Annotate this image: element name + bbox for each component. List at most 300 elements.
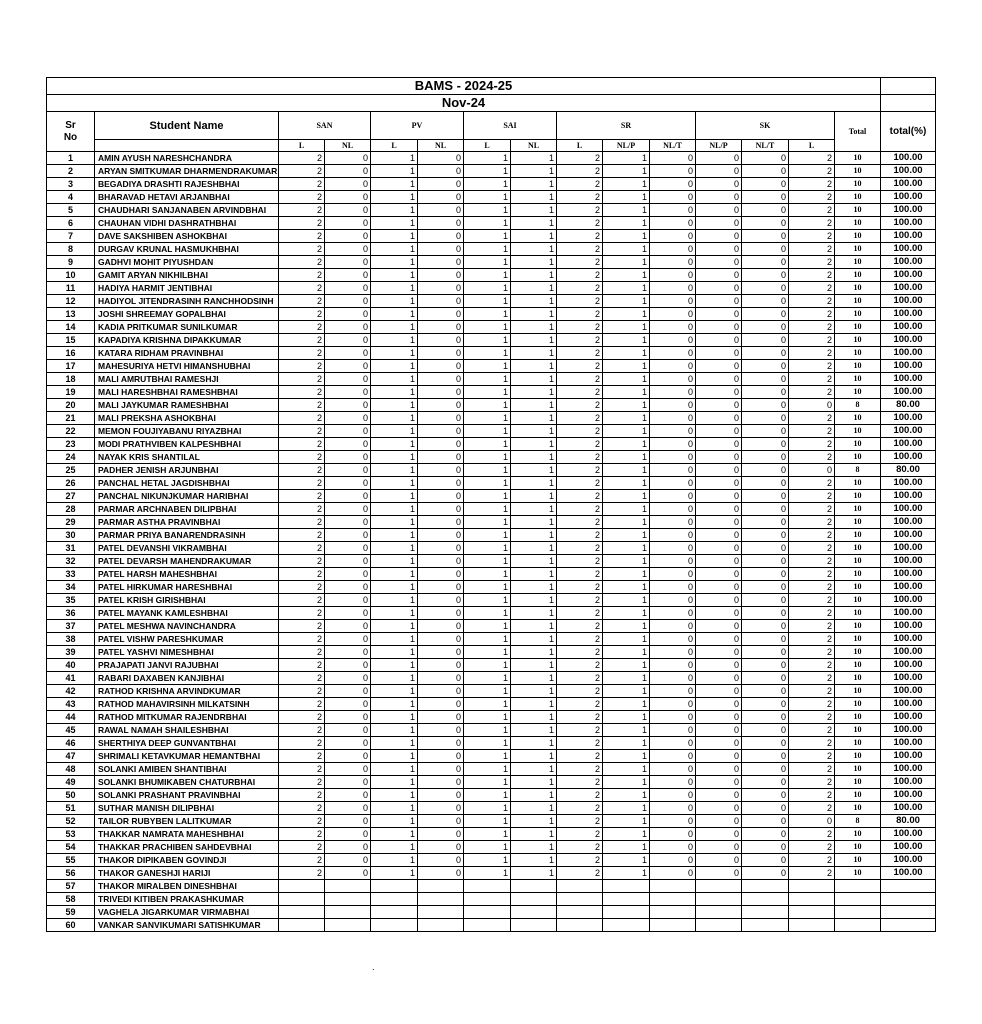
attendance-value-cell: 2 [279, 360, 325, 373]
attendance-value-cell: 0 [742, 243, 789, 256]
attendance-value-cell: 1 [464, 607, 511, 620]
attendance-value-cell: 1 [603, 503, 650, 516]
attendance-value-cell: 2 [557, 685, 603, 698]
attendance-value-cell: 1 [371, 802, 418, 815]
total-cell: 10 [835, 672, 881, 685]
attendance-value-cell: 2 [789, 347, 835, 360]
attendance-value-cell: 0 [696, 230, 742, 243]
attendance-value-cell: 0 [650, 867, 696, 880]
sr-no-cell: 32 [47, 555, 95, 568]
attendance-value-cell: 2 [279, 737, 325, 750]
attendance-value-cell: 0 [742, 724, 789, 737]
total-percent-cell: 100.00 [881, 750, 936, 763]
attendance-value-cell: 1 [603, 594, 650, 607]
attendance-value-cell: 0 [742, 282, 789, 295]
attendance-value-cell [325, 893, 371, 906]
attendance-value-cell: 0 [418, 503, 464, 516]
student-row [47, 438, 936, 451]
sr-no-cell: 29 [47, 516, 95, 529]
attendance-value-cell: 2 [279, 464, 325, 477]
attendance-value-cell: 0 [650, 204, 696, 217]
attendance-value-cell: 1 [511, 464, 557, 477]
student-name-cell: MALI JAYKUMAR RAMESHBHAI [95, 399, 279, 412]
sr-no-cell: 9 [47, 256, 95, 269]
student-row [47, 334, 936, 347]
attendance-value-cell: 1 [371, 412, 418, 425]
attendance-value-cell: 0 [418, 399, 464, 412]
sr-no-cell: 8 [47, 243, 95, 256]
attendance-value-cell: 0 [650, 828, 696, 841]
attendance-value-cell: 0 [325, 191, 371, 204]
total-percent-cell [881, 880, 936, 893]
attendance-value-cell: 0 [650, 295, 696, 308]
student-name-cell: CHAUHAN VIDHI DASHRATHBHAI [95, 217, 279, 230]
student-name-cell: PATEL VISHW PARESHKUMAR [95, 633, 279, 646]
attendance-value-cell: 0 [650, 555, 696, 568]
attendance-value-cell [279, 919, 325, 932]
attendance-value-cell: 0 [696, 451, 742, 464]
attendance-value-cell: 2 [557, 295, 603, 308]
attendance-value-cell: 1 [371, 633, 418, 646]
attendance-value-cell: 2 [789, 555, 835, 568]
total-cell: 10 [835, 386, 881, 399]
attendance-value-cell: 0 [696, 464, 742, 477]
attendance-value-cell: 2 [279, 256, 325, 269]
attendance-value-cell: 1 [371, 828, 418, 841]
attendance-value-cell: 2 [789, 581, 835, 594]
attendance-value-cell: 2 [789, 620, 835, 633]
attendance-value-cell: 0 [696, 698, 742, 711]
attendance-value-cell: 2 [789, 295, 835, 308]
attendance-value-cell: 1 [603, 347, 650, 360]
attendance-value-cell: 2 [557, 698, 603, 711]
total-percent-cell: 100.00 [881, 386, 936, 399]
total-percent-cell: 100.00 [881, 633, 936, 646]
attendance-value-cell: 0 [418, 867, 464, 880]
attendance-value-cell: 1 [371, 347, 418, 360]
student-name-sub-spacer [95, 140, 279, 152]
attendance-value-cell: 0 [325, 490, 371, 503]
total-cell: 10 [835, 828, 881, 841]
attendance-value-cell: 0 [650, 230, 696, 243]
total-percent-header: total(%) [881, 112, 936, 152]
attendance-value-cell: 1 [464, 594, 511, 607]
total-cell: 10 [835, 412, 881, 425]
attendance-value-cell: 0 [650, 373, 696, 386]
group-header-sk: SK [696, 112, 835, 140]
attendance-value-cell: 1 [603, 451, 650, 464]
attendance-value-cell: 1 [464, 854, 511, 867]
attendance-value-cell: 2 [557, 256, 603, 269]
attendance-value-cell: 0 [418, 542, 464, 555]
student-name-cell: MALI PREKSHA ASHOKBHAI [95, 412, 279, 425]
student-row [47, 503, 936, 516]
attendance-value-cell: 2 [557, 555, 603, 568]
total-percent-cell: 100.00 [881, 867, 936, 880]
total-percent-cell: 100.00 [881, 165, 936, 178]
attendance-value-cell: 1 [464, 529, 511, 542]
attendance-value-cell: 1 [371, 867, 418, 880]
attendance-value-cell: 2 [279, 594, 325, 607]
attendance-value-cell: 1 [464, 685, 511, 698]
attendance-value-cell: 2 [279, 282, 325, 295]
attendance-value-cell: 1 [464, 321, 511, 334]
attendance-value-cell: 0 [650, 646, 696, 659]
attendance-value-cell: 2 [557, 607, 603, 620]
student-name-cell: NAYAK KRIS SHANTILAL [95, 451, 279, 464]
attendance-value-cell: 1 [511, 152, 557, 165]
attendance-value-cell: 2 [557, 815, 603, 828]
student-row [47, 698, 936, 711]
attendance-value-cell: 1 [511, 763, 557, 776]
student-row [47, 763, 936, 776]
attendance-value-cell [511, 880, 557, 893]
total-percent-cell: 100.00 [881, 724, 936, 737]
attendance-value-cell: 1 [603, 191, 650, 204]
student-name-cell: PANCHAL NIKUNJKUMAR HARIBHAI [95, 490, 279, 503]
attendance-value-cell: 1 [603, 854, 650, 867]
attendance-value-cell: 2 [557, 438, 603, 451]
attendance-value-cell [464, 906, 511, 919]
attendance-value-cell [371, 880, 418, 893]
attendance-value-cell [557, 919, 603, 932]
attendance-value-cell: 1 [511, 828, 557, 841]
attendance-value-cell: 0 [325, 555, 371, 568]
sr-no-cell: 31 [47, 542, 95, 555]
attendance-value-cell: 1 [511, 412, 557, 425]
attendance-value-cell: 0 [650, 789, 696, 802]
attendance-value-cell: 1 [371, 672, 418, 685]
attendance-value-cell: 1 [511, 178, 557, 191]
attendance-value-cell: 2 [279, 542, 325, 555]
total-percent-cell: 100.00 [881, 373, 936, 386]
student-row [47, 776, 936, 789]
student-row [47, 295, 936, 308]
attendance-value-cell: 0 [696, 295, 742, 308]
total-percent-cell: 100.00 [881, 152, 936, 165]
attendance-value-cell: 1 [603, 828, 650, 841]
total-cell: 10 [835, 243, 881, 256]
attendance-value-cell: 0 [325, 165, 371, 178]
sr-no-cell: 19 [47, 386, 95, 399]
student-row [47, 178, 936, 191]
attendance-value-cell: 2 [789, 568, 835, 581]
attendance-value-cell [325, 880, 371, 893]
attendance-value-cell [511, 919, 557, 932]
group-header-sai: SAI [464, 112, 557, 140]
total-percent-cell: 100.00 [881, 841, 936, 854]
attendance-value-cell: 1 [371, 217, 418, 230]
attendance-value-cell: 0 [696, 152, 742, 165]
sr-no-cell: 57 [47, 880, 95, 893]
sub-header-sk-nl-t: NL/T [742, 140, 789, 152]
attendance-value-cell: 1 [464, 477, 511, 490]
attendance-value-cell: 0 [325, 711, 371, 724]
attendance-value-cell: 0 [742, 828, 789, 841]
attendance-value-cell [650, 893, 696, 906]
attendance-value-cell: 1 [371, 711, 418, 724]
attendance-value-cell: 1 [371, 620, 418, 633]
student-name-cell: SHRIMALI KETAVKUMAR HEMANTBHAI [95, 750, 279, 763]
attendance-value-cell: 1 [511, 204, 557, 217]
attendance-value-cell: 0 [742, 867, 789, 880]
attendance-value-cell: 2 [557, 425, 603, 438]
total-percent-cell: 100.00 [881, 685, 936, 698]
total-cell: 10 [835, 841, 881, 854]
attendance-value-cell: 2 [279, 867, 325, 880]
student-name-cell: VAGHELA JIGARKUMAR VIRMABHAI [95, 906, 279, 919]
sr-no-cell: 12 [47, 295, 95, 308]
attendance-value-cell: 0 [742, 607, 789, 620]
attendance-value-cell: 0 [650, 815, 696, 828]
student-row [47, 581, 936, 594]
student-row [47, 425, 936, 438]
student-row [47, 568, 936, 581]
attendance-value-cell: 1 [511, 334, 557, 347]
attendance-value-cell: 0 [696, 386, 742, 399]
sr-no-cell: 56 [47, 867, 95, 880]
attendance-value-cell: 0 [696, 802, 742, 815]
total-cell: 10 [835, 776, 881, 789]
attendance-value-cell: 1 [603, 555, 650, 568]
attendance-value-cell: 1 [464, 464, 511, 477]
attendance-value-cell [603, 919, 650, 932]
attendance-value-cell: 2 [789, 685, 835, 698]
student-row [47, 152, 936, 165]
total-cell: 10 [835, 698, 881, 711]
student-name-cell: RATHOD KRISHNA ARVINDKUMAR [95, 685, 279, 698]
attendance-value-cell: 2 [279, 685, 325, 698]
total-percent-cell: 100.00 [881, 191, 936, 204]
attendance-value-cell: 2 [557, 217, 603, 230]
attendance-value-cell: 1 [511, 295, 557, 308]
student-name-cell: PATEL DEVARSH MAHENDRAKUMAR [95, 555, 279, 568]
attendance-value-cell: 2 [279, 607, 325, 620]
attendance-value-cell: 0 [418, 178, 464, 191]
attendance-value-cell: 0 [742, 620, 789, 633]
attendance-value-cell: 0 [650, 841, 696, 854]
total-cell: 10 [835, 633, 881, 646]
attendance-value-cell: 1 [603, 308, 650, 321]
attendance-value-cell: 0 [650, 217, 696, 230]
total-cell: 10 [835, 269, 881, 282]
attendance-value-cell: 2 [557, 321, 603, 334]
attendance-value-cell: 0 [418, 321, 464, 334]
attendance-value-cell: 1 [511, 451, 557, 464]
attendance-value-cell: 1 [603, 815, 650, 828]
attendance-value-cell: 0 [418, 243, 464, 256]
attendance-value-cell: 2 [557, 711, 603, 724]
sr-no-cell: 42 [47, 685, 95, 698]
sub-header-sk-nl-p: NL/P [696, 140, 742, 152]
attendance-value-cell: 1 [511, 321, 557, 334]
total-cell [835, 919, 881, 932]
student-name-cell: MODI PRATHVIBEN KALPESHBHAI [95, 438, 279, 451]
student-name-cell: AMIN AYUSH NARESHCHANDRA [95, 152, 279, 165]
sub-header-pv-nl: NL [418, 140, 464, 152]
attendance-value-cell [742, 906, 789, 919]
attendance-value-cell: 1 [511, 347, 557, 360]
attendance-value-cell: 1 [371, 724, 418, 737]
total-percent-cell: 100.00 [881, 438, 936, 451]
attendance-value-cell: 0 [650, 568, 696, 581]
total-percent-cell: 100.00 [881, 594, 936, 607]
attendance-value-cell: 1 [371, 386, 418, 399]
attendance-value-cell: 1 [511, 802, 557, 815]
total-cell: 10 [835, 568, 881, 581]
attendance-value-cell [603, 880, 650, 893]
attendance-value-cell: 0 [650, 438, 696, 451]
total-percent-cell: 100.00 [881, 581, 936, 594]
total-cell: 10 [835, 724, 881, 737]
attendance-value-cell: 1 [603, 152, 650, 165]
attendance-value-cell: 2 [279, 581, 325, 594]
attendance-value-cell: 1 [371, 594, 418, 607]
total-cell: 10 [835, 191, 881, 204]
attendance-value-cell: 1 [371, 841, 418, 854]
sr-no-cell: 27 [47, 490, 95, 503]
attendance-value-cell: 2 [789, 490, 835, 503]
total-percent-cell: 100.00 [881, 360, 936, 373]
total-percent-cell: 100.00 [881, 737, 936, 750]
attendance-value-cell [325, 919, 371, 932]
student-row [47, 633, 936, 646]
attendance-value-cell: 0 [650, 334, 696, 347]
attendance-value-cell: 0 [650, 750, 696, 763]
group-header-sr: SR [557, 112, 696, 140]
total-percent-cell: 100.00 [881, 451, 936, 464]
attendance-value-cell: 1 [371, 555, 418, 568]
attendance-value-cell: 0 [696, 165, 742, 178]
total-cell: 10 [835, 711, 881, 724]
attendance-value-cell: 0 [325, 607, 371, 620]
total-cell: 10 [835, 165, 881, 178]
attendance-value-cell: 0 [650, 763, 696, 776]
attendance-value-cell: 1 [603, 204, 650, 217]
attendance-value-cell: 0 [742, 594, 789, 607]
attendance-value-cell: 2 [557, 620, 603, 633]
attendance-value-cell: 0 [418, 360, 464, 373]
attendance-value-cell: 1 [603, 867, 650, 880]
attendance-value-cell: 0 [742, 308, 789, 321]
attendance-value-cell: 1 [603, 568, 650, 581]
sr-no-cell: 51 [47, 802, 95, 815]
attendance-value-cell: 1 [464, 152, 511, 165]
attendance-value-cell: 2 [789, 217, 835, 230]
attendance-value-cell: 2 [557, 477, 603, 490]
attendance-value-cell: 0 [418, 646, 464, 659]
attendance-value-cell: 0 [325, 217, 371, 230]
attendance-value-cell: 2 [279, 399, 325, 412]
attendance-value-cell: 0 [418, 529, 464, 542]
sr-no-cell: 52 [47, 815, 95, 828]
student-row [47, 529, 936, 542]
attendance-value-cell: 1 [371, 152, 418, 165]
attendance-value-cell: 1 [603, 386, 650, 399]
attendance-value-cell: 0 [742, 802, 789, 815]
attendance-value-cell: 0 [418, 295, 464, 308]
attendance-value-cell: 2 [557, 516, 603, 529]
attendance-value-cell: 0 [418, 386, 464, 399]
student-name-cell: THAKOR DIPIKABEN GOVINDJI [95, 854, 279, 867]
student-name-cell: PATEL DEVANSHI VIKRAMBHAI [95, 542, 279, 555]
sr-no-cell: 26 [47, 477, 95, 490]
attendance-value-cell: 0 [418, 828, 464, 841]
sr-no-cell: 18 [47, 373, 95, 386]
attendance-value-cell: 0 [650, 724, 696, 737]
attendance-value-cell: 1 [371, 451, 418, 464]
attendance-value-cell: 0 [696, 178, 742, 191]
attendance-value-cell: 0 [418, 334, 464, 347]
student-name-cell: SOLANKI BHUMIKABEN CHATURBHAI [95, 776, 279, 789]
total-cell: 10 [835, 802, 881, 815]
student-name-cell: PARMAR ASTHA PRAVINBHAI [95, 516, 279, 529]
attendance-value-cell: 2 [279, 711, 325, 724]
attendance-value-cell: 2 [789, 594, 835, 607]
attendance-value-cell: 1 [371, 204, 418, 217]
sr-no-cell: 15 [47, 334, 95, 347]
attendance-value-cell: 2 [279, 620, 325, 633]
student-row [47, 165, 936, 178]
attendance-value-cell: 2 [279, 724, 325, 737]
attendance-value-cell: 0 [696, 841, 742, 854]
attendance-value-cell: 1 [371, 542, 418, 555]
attendance-value-cell: 2 [557, 269, 603, 282]
attendance-value-cell: 0 [742, 646, 789, 659]
attendance-value-cell: 0 [325, 815, 371, 828]
attendance-value-cell: 1 [603, 360, 650, 373]
attendance-value-cell: 0 [742, 503, 789, 516]
attendance-value-cell: 0 [418, 165, 464, 178]
attendance-value-cell: 2 [279, 204, 325, 217]
attendance-value-cell: 0 [418, 217, 464, 230]
sub-header-sai-nl: NL [511, 140, 557, 152]
total-percent-cell: 100.00 [881, 256, 936, 269]
attendance-value-cell: 0 [325, 464, 371, 477]
attendance-value-cell: 1 [464, 815, 511, 828]
total-cell: 8 [835, 399, 881, 412]
attendance-value-cell: 0 [742, 672, 789, 685]
total-cell [835, 880, 881, 893]
attendance-value-cell: 0 [742, 555, 789, 568]
attendance-value-cell: 0 [650, 464, 696, 477]
total-percent-cell: 100.00 [881, 568, 936, 581]
attendance-value-cell: 2 [789, 724, 835, 737]
attendance-value-cell: 1 [371, 464, 418, 477]
attendance-value-cell: 1 [464, 295, 511, 308]
total-percent-cell: 100.00 [881, 828, 936, 841]
attendance-value-cell: 2 [279, 815, 325, 828]
total-cell: 10 [835, 529, 881, 542]
attendance-value-cell: 1 [371, 568, 418, 581]
student-row [47, 217, 936, 230]
sr-no-cell: 16 [47, 347, 95, 360]
attendance-value-cell: 2 [789, 750, 835, 763]
student-row [47, 841, 936, 854]
attendance-value-cell: 0 [325, 828, 371, 841]
attendance-value-cell: 0 [696, 776, 742, 789]
attendance-value-cell: 1 [464, 269, 511, 282]
attendance-value-cell: 0 [325, 763, 371, 776]
student-row [47, 230, 936, 243]
attendance-value-cell: 0 [696, 191, 742, 204]
attendance-value-cell: 2 [789, 646, 835, 659]
student-name-cell: MEMON FOUJIYABANU RIYAZBHAI [95, 425, 279, 438]
attendance-value-cell: 1 [371, 477, 418, 490]
attendance-value-cell: 0 [325, 581, 371, 594]
total-cell: 10 [835, 425, 881, 438]
attendance-value-cell: 0 [696, 854, 742, 867]
